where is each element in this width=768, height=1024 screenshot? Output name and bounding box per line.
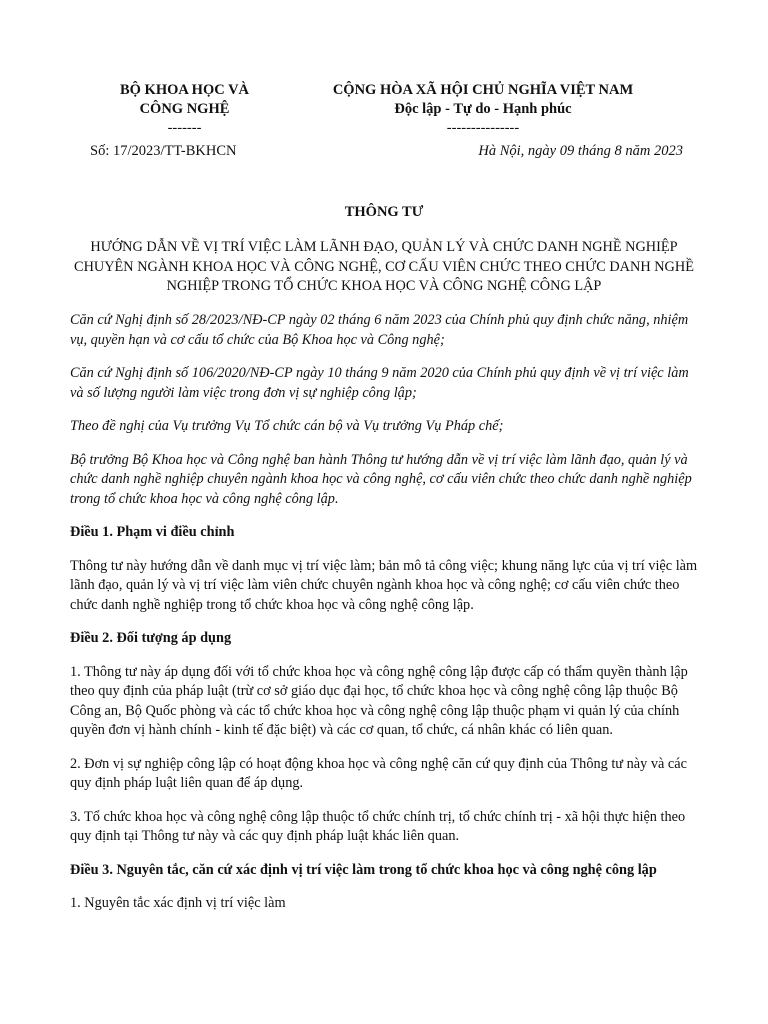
agency-divider: -------	[167, 120, 202, 136]
article-2-item-3: 3. Tổ chức khoa học và công nghệ công lập thuộc tổ chức chính trị, tổ chức chính trị - xã hội thực hiện theo quy định tại Thông tư này và các quy định pháp luật khác liên quan.	[70, 808, 686, 844]
article-2-item-1: 1. Thông tư này áp dụng đối với tổ chức khoa học và công nghệ công lập được cấp có thẩm quyền thành lập theo quy định của pháp luật (trừ cơ sở giáo dục đại học, tổ chức khoa học và công nghệ công lập thuộc Bộ Công an, Bộ Quốc phòng và các tổ chức khoa học và công nghệ công lập thuộc phạm vi quản lý của chính quyền đơn vị hành chính - kinh tế đặc biệt) và các cơ quan, tổ chức, cá nhân khác có liên quan.	[70, 663, 688, 738]
legal-basis-1: Căn cứ Nghị định số 28/2023/NĐ-CP ngày 02 tháng 6 năm 2023 của Chính phủ quy định chức năng, nhiệm vụ, quyền hạn và cơ cấu tổ chức của Bộ Khoa học và Công nghệ;	[70, 312, 689, 348]
motto-divider: ---------------	[446, 120, 520, 136]
document-body	[70, 311, 700, 928]
document-type: THÔNG TƯ	[344, 204, 424, 220]
legal-basis-3: Theo đề nghị của Vụ trưởng Vụ Tổ chức cán bộ và Vụ trưởng Vụ Pháp chế;	[70, 418, 504, 434]
document-subject: HƯỚNG DẪN VỀ VỊ TRÍ VIỆC LÀM LÃNH ĐẠO, QUẢN LÝ VÀ CHỨC DANH NGHỀ NGHIỆP CHUYÊN NGÀNH KHOA HỌC VÀ CÔNG NGHỆ, CƠ CẤU VIÊN CHỨC THEO CHỨC DANH NGHỀ NGHIỆP TRONG TỔ CHỨC KHOA HỌC VÀ CÔNG NGHỆ CÔNG LẬP	[74, 239, 694, 294]
agency-name-line2: CÔNG NGHỆ	[139, 101, 230, 117]
article-1-text: Thông tư này hướng dẫn về danh mục vị trí việc làm; bản mô tả công việc; khung năng lực của vị trí việc làm lãnh đạo, quản lý và vị trí việc làm viên chức chuyên ngành khoa học và công nghệ; cơ cấu viên chức theo chức danh nghề nghiệp trong tổ chức khoa học và công nghệ công lập.	[70, 557, 698, 613]
document-number: Số: 17/2023/TT-BKHCN	[90, 143, 237, 159]
article-3-title: Điều 3. Nguyên tắc, căn cứ xác định vị trí việc làm trong tổ chức khoa học và công nghệ công lập	[70, 861, 657, 878]
article-2-item-2: 2. Đơn vị sự nghiệp công lập có hoạt động khoa học và công nghệ căn cứ quy định của Thông tư này và các quy định pháp luật liên quan để áp dụng.	[70, 755, 687, 791]
national-motto: Độc lập - Tự do - Hạnh phúc	[394, 101, 572, 117]
article-1-title: Điều 1. Phạm vi điều chỉnh	[70, 524, 235, 540]
national-heading	[300, 81, 666, 137]
legal-basis-2: Căn cứ Nghị định số 106/2020/NĐ-CP ngày 10 tháng 9 năm 2020 của Chính phủ quy định về vị trí việc làm và số lượng người làm việc trong đơn vị sự nghiệp công lập;	[70, 365, 689, 401]
issuing-agency	[72, 81, 297, 137]
article-2-title: Điều 2. Đối tượng áp dụng	[70, 630, 232, 646]
agency-name-line1: BỘ KHOA HỌC VÀ	[119, 82, 250, 98]
promulgation-statement: Bộ trưởng Bộ Khoa học và Công nghệ ban hành Thông tư hướng dẫn về vị trí việc làm lãnh đạo, quản lý và chức danh nghề nghiệp chuyên ngành khoa học và công nghệ, cơ cấu viên chức theo chức danh nghề nghiệp trong tổ chức khoa học và công nghệ công lập.	[70, 451, 692, 507]
article-3-item-1: 1. Nguyên tắc xác định vị trí việc làm	[70, 895, 286, 911]
republic-name: CỘNG HÒA XÃ HỘI CHỦ NGHĨA VIỆT NAM	[332, 82, 634, 98]
place-and-date: Hà Nội, ngày 09 tháng 8 năm 2023	[478, 143, 683, 159]
